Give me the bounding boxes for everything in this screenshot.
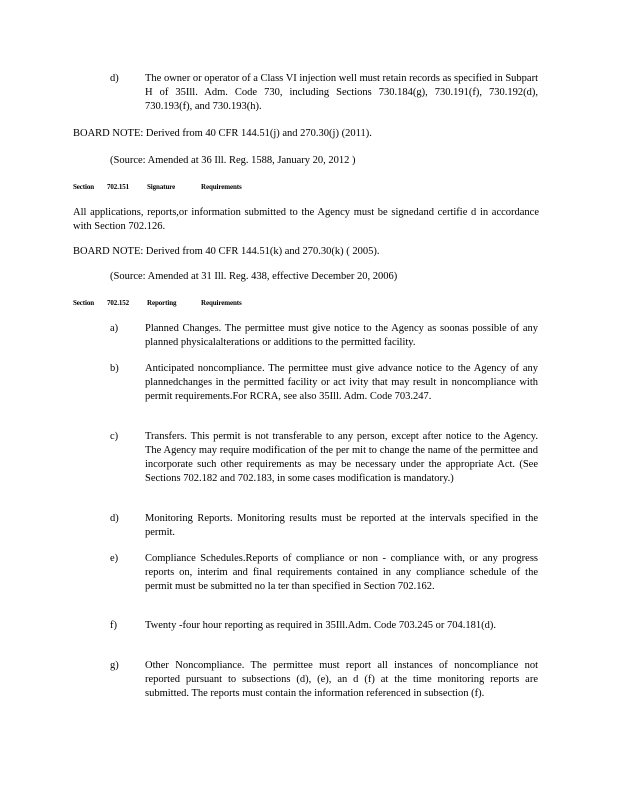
board-note-1: BOARD NOTE: Derived from 40 CFR 144.51(j) and 270.30(j) (2011).: [73, 128, 372, 139]
list-item-text: Monitoring Reports. Monitoring results must be reported at the intervals specified in the permit.: [145, 513, 538, 538]
section-number: 702.151: [107, 183, 130, 191]
list-item-c-transfers: [110, 430, 538, 486]
list-item-f-twenty-four-hour: [110, 619, 538, 633]
source-note-2: (Source: Amended at 31 Ill. Reg. 438, effective December 20, 2006): [110, 271, 398, 282]
list-item-label: e): [110, 553, 119, 564]
list-item-g-other-noncompliance: [110, 659, 538, 701]
list-item-text: Planned Changes. The permittee must give notice to the Agency as soonas possible of any planned physicalalterations or additions to the permitted facility.: [145, 323, 538, 348]
list-item-d-records: [110, 72, 538, 114]
section-label: Section: [73, 299, 95, 307]
section-heading-702-152: [73, 298, 242, 308]
board-note-2: BOARD NOTE: Derived from 40 CFR 144.51(k) and 270.30(k) ( 2005).: [73, 246, 380, 257]
section-title-word: Signature: [147, 183, 176, 191]
list-item-b-anticipated-noncompliance: [110, 362, 538, 404]
section-title-word: Reporting: [147, 299, 177, 307]
list-item-a-planned-changes: [110, 322, 538, 350]
list-item-label: d): [110, 73, 119, 84]
section-title-word: Requirements: [201, 299, 242, 307]
section-title-word: Requirements: [201, 183, 242, 191]
list-item-e-compliance-schedules: [110, 552, 538, 594]
list-item-text: Other Noncompliance. The permittee must report all instances of noncompliance not reported pursuant to subsections (d), (e), an d (f) at the time monitoring reports are submitted. The reports must contain the information referenced in subsection (f).: [145, 660, 538, 699]
section-heading-702-151: [73, 182, 242, 192]
section-number: 702.152: [107, 299, 130, 307]
section-label: Section: [73, 183, 95, 191]
list-item-label: f): [110, 620, 117, 631]
list-item-text: Twenty -four hour reporting as required in 35Ill.Adm. Code 703.245 or 704.181(d).: [145, 620, 496, 631]
list-item-label: g): [110, 660, 119, 671]
list-item-text: Transfers. This permit is not transferable to any person, except after notice to the Agency. The Agency may require modification of the per mit to change the name of the permittee and incorporate such other requirements as may be necessary under the appropriate Act. (See Sections 702.182 and 702.183, in some cases modification is mandatory.): [145, 431, 538, 484]
source-note-1: (Source: Amended at 36 Ill. Reg. 1588, January 20, 2012 ): [110, 155, 356, 166]
list-item-text: Anticipated noncompliance. The permittee must give advance notice to the Agency of any plannedchanges in the permitted facility or act ivity that may result in noncompliance with permit requirements.For RCRA, see also 35Ill. Adm. Code 703.247.: [145, 363, 538, 402]
list-item-d-monitoring-reports: [110, 512, 538, 540]
list-item-text: Compliance Schedules.Reports of compliance or non - compliance with, or any progress reports on, interim and final requirements contained in any compliance schedule of the permit must be submitted no la ter than specified in Section 702.162.: [145, 553, 538, 592]
paragraph-signature: All applications, reports,or information submitted to the Agency must be signedand certifie d in accordance with Section 702.126.: [73, 207, 539, 232]
list-item-label: d): [110, 513, 119, 524]
list-item-label: b): [110, 363, 119, 374]
list-item-label: a): [110, 323, 119, 334]
list-item-text: The owner or operator of a Class VI injection well must retain records as specified in Subpart H of 35Ill. Adm. Code 730, including Sections 730.184(g), 730.191(f), 730.192(d), 730.193(f), and 730.193(h).: [145, 73, 538, 112]
list-item-label: c): [110, 431, 119, 442]
